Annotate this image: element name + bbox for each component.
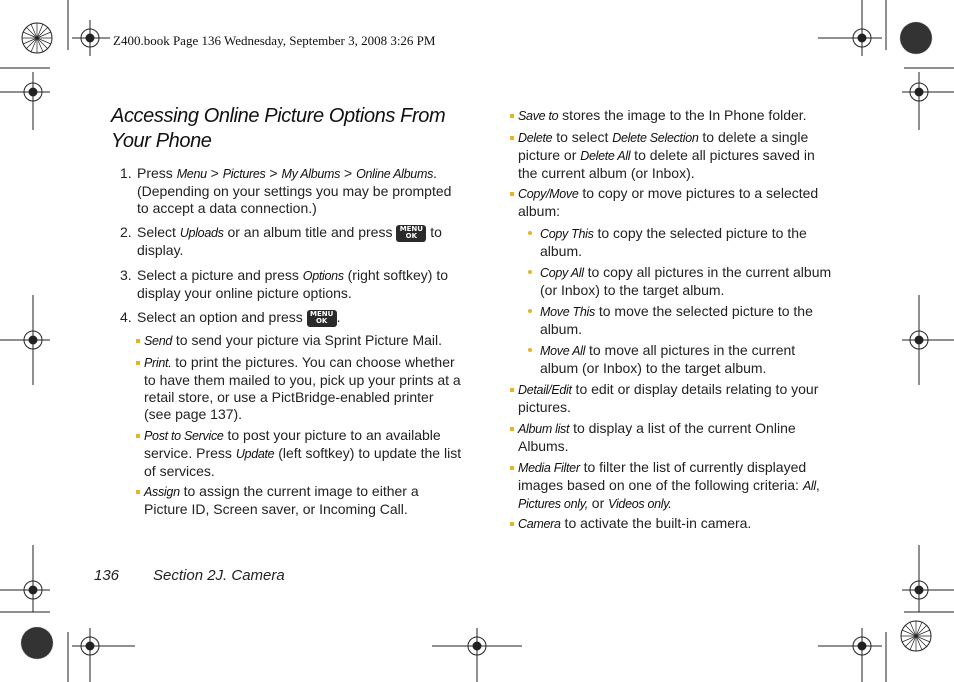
sub-list-item: Move All to move all pictures in the current album (or Inbox) to the target album. [540,342,836,377]
list-item: Delete to select Delete Selection to delete a single picture or Delete All to delete all pictures saved in the current album (or Inbox). [518,129,836,182]
sub-list-item: Copy This to copy the selected picture to the album. [540,225,836,260]
bullet-icon [136,434,140,438]
registration-mark-icon [902,295,954,385]
step-number: 1. [120,165,132,181]
registration-mark-icon [72,20,110,56]
step-1: 1. Press Menu > Pictures > My Albums > Online Albums. (Depending on your settings you may be prompted to accept a data connection.) [120,165,452,216]
list-item: Media Filter to filter the list of currently displayed images based on one of the following criteria: All, Pictures only, or Videos only. [518,459,836,513]
list-item: Post to Service to post your picture to an available service. Press Update (left softkey) to update the list of services. [144,427,464,480]
bullet-icon [510,427,514,431]
step-number: 3. [120,267,132,283]
registration-mark-icon [72,628,135,682]
step-2: 2. Select Uploads or an album title and press MENU OK to display. [120,224,442,258]
bullet-icon [528,309,532,313]
list-item: Save to stores the image to the In Phone folder. [518,107,836,125]
bullet-icon [528,231,532,235]
menu-ok-key-icon: MENU OK [307,310,337,327]
registration-mark-icon [902,72,954,130]
step-number: 4. [120,309,132,325]
bullet-icon [136,339,140,343]
bullet-icon [510,466,514,470]
bullet-icon [528,348,532,352]
registration-mark-icon [818,0,882,56]
menu-ok-key-icon: MENU OK [396,225,426,242]
bullet-icon [510,136,514,140]
bullet-icon [136,361,140,365]
registration-mark-icon [0,295,50,385]
registration-mark-icon [818,628,882,682]
list-item: Print. to print the pictures. You can choose whether to have them mailed to you, pick up your prints at a retail store, or use a PictBridge-enabled printer (see page 137). [144,354,464,423]
page-title: Accessing Online Picture Options From Your Phone [111,105,446,152]
bullet-icon [510,522,514,526]
bullet-icon [136,490,140,494]
filled-target-icon [900,22,932,54]
list-item: Copy/Move to copy or move pictures to a selected album: [518,185,836,220]
list-item: Send to send your picture via Sprint Picture Mail. [144,332,464,350]
sub-list-item: Copy All to copy all pictures in the current album (or Inbox) to the target album. [540,264,836,299]
step-4: 4. Select an option and press MENU OK . [120,309,341,326]
registration-mark-icon [0,72,50,130]
list-item: Album list to display a list of the current Online Albums. [518,420,836,455]
bullet-icon [510,114,514,118]
bullet-icon [510,388,514,392]
step-number: 2. [120,224,132,240]
page-number: 136 [94,567,120,584]
section-label: Section 2J. Camera [153,567,285,584]
star-target-icon [901,621,931,651]
list-item: Camera to activate the built-in camera. [518,515,836,533]
registration-mark-icon [0,545,50,612]
step-3: 3. Select a picture and press Options (right softkey) to display your online picture options. [120,267,449,301]
list-item: Assign to assign the current image to either a Picture ID, Screen saver, or Incoming Call. [144,483,464,518]
sub-list-item: Move This to move the selected picture to the album. [540,303,836,338]
bullet-icon [528,270,532,274]
star-target-icon [22,23,52,53]
print-header: Z400.book Page 136 Wednesday, September 3, 2008 3:26 PM [113,33,436,48]
filled-target-icon [21,627,53,659]
list-item: Detail/Edit to edit or display details relating to your pictures. [518,381,836,416]
bullet-icon [510,192,514,196]
registration-mark-icon [902,545,954,612]
registration-mark-icon [432,628,522,682]
